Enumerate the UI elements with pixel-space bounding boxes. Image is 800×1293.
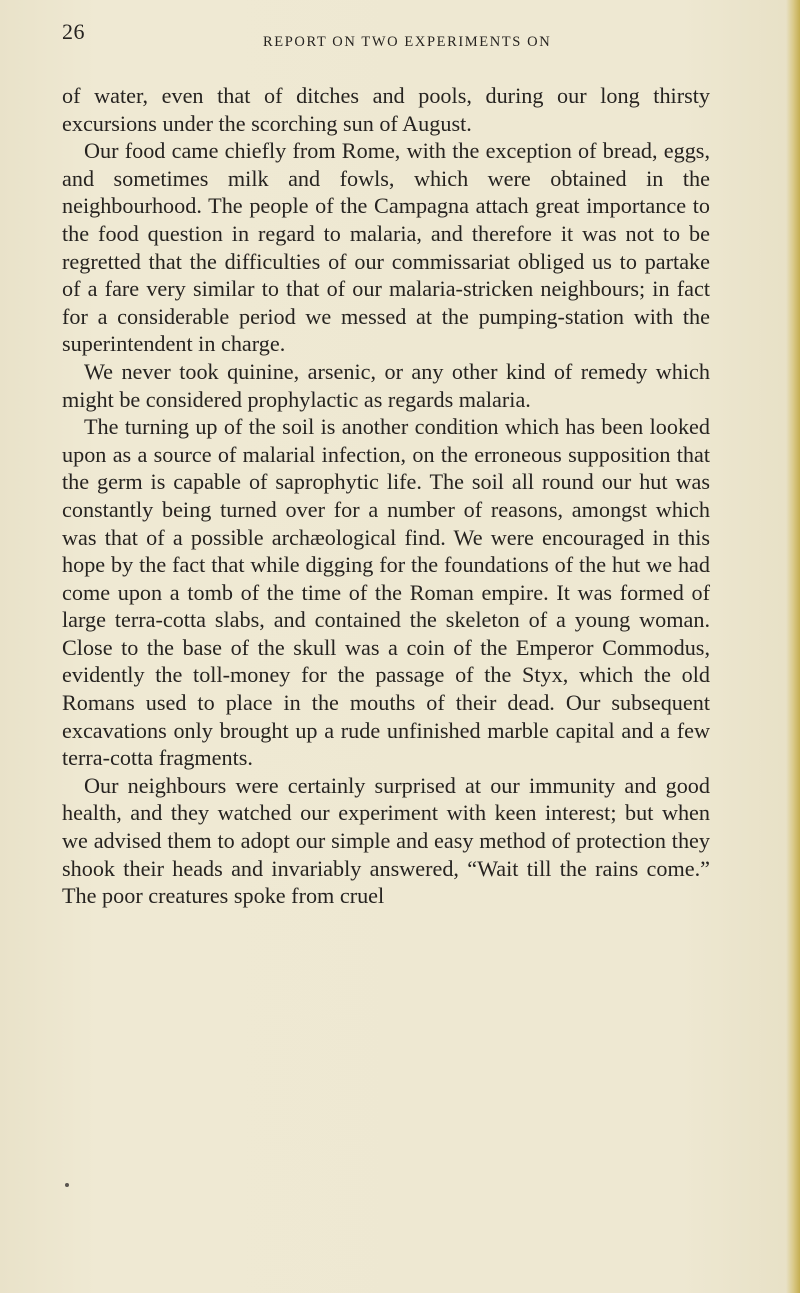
paragraph-continuation: of water, even that of ditches and pools, during our long thirsty excursions under the scorching sun of August.: [62, 83, 710, 136]
paragraph-neighbours: Our neighbours were certainly surprised at our immunity and good health, and they watched our experiment with keen interest; but when we advised them to adopt our simple and easy method of protection they shook their heads and invariably answered, “Wait till the rains come.” The poor creatures spoke from cruel: [62, 772, 710, 909]
paragraph-soil: The turning up of the soil is another condition which has been looked upon as a source of malarial infection, on the erroneous supposition that the germ is capable of saprophytic life. The soil all round our hut was constantly being turned over for a number of reasons, amongst which was that of a possible archæological find. We were encouraged in this hope by the fact that while digging for the foundations of the hut we had come upon a tomb of the time of the Roman empire. It was formed of large terra-cotta slabs, and contained the skeleton of a young woman. Close to the base of the skull was a coin of the Emperor Commodus, evidently the toll-money for the passage of the Styx, which the old Romans used to place in the mouths of their dead. Our subsequent excavations only brought up a rude unfinished marble capital and a few terra-cotta fragments.: [62, 414, 710, 771]
page-number: 26: [62, 19, 85, 44]
page-edge-shadow: [786, 0, 800, 1293]
ink-speck: [65, 1183, 69, 1187]
paragraph-remedies: We never took quinine, arsenic, or any other kind of remedy which might be considered prophylactic as regards malaria.: [62, 358, 710, 412]
running-head: REPORT ON TWO EXPERIMENTS ON: [263, 34, 552, 50]
paragraph-food: Our food came chiefly from Rome, with the exception of bread, eggs, and sometimes milk and fowls, which were obtained in the neighbourhood. The people of the Campagna attach great importance to the food question in regard to malaria, and therefore it was not to be regretted that the difficulties of our commissariat obliged us to partake of a fare very similar to that of our malaria-stricken neighbours; in fact for a considerable period we messed at the pumping-station with the superintendent in charge.: [62, 138, 710, 357]
body-text: [62, 82, 710, 910]
